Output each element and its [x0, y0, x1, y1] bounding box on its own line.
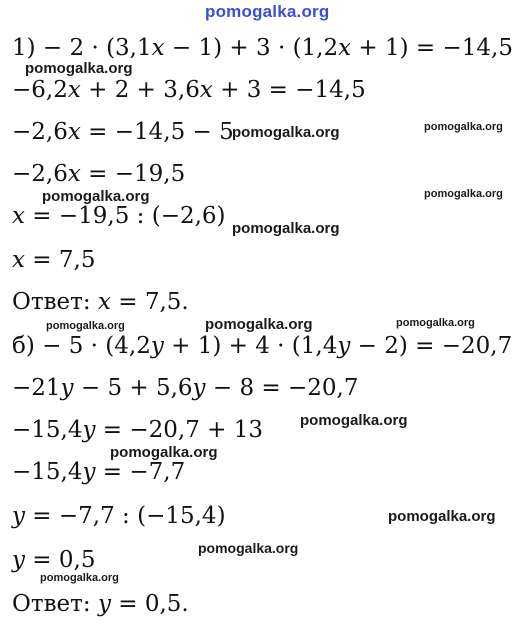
math-text: = −7,7 : (−15,4): [25, 503, 226, 529]
equation-1-line-5: [12, 202, 226, 230]
variable: x: [67, 77, 81, 103]
math-text: б) − 5 · (4,2: [12, 333, 151, 359]
variable: y: [337, 333, 351, 359]
watermark: pomogalka.org: [232, 124, 340, 141]
variable: y: [82, 417, 96, 443]
watermark: pomogalka.org: [46, 320, 125, 332]
variable: y: [82, 459, 96, 485]
variable: y: [192, 375, 206, 401]
math-text: + 3 = −14,5: [212, 77, 366, 103]
watermark: pomogalka.org: [40, 572, 119, 584]
variable: x: [67, 119, 81, 145]
math-text: −2,6: [12, 161, 68, 187]
math-text: = −7,7: [95, 459, 186, 485]
math-text: −2,6: [12, 119, 68, 145]
watermark: pomogalka.org: [396, 317, 475, 329]
math-text: = 0,5: [25, 547, 96, 573]
math-text: = −20,7 + 13: [95, 417, 264, 443]
equation-1-line-1: [12, 34, 513, 62]
equation-2-line-4: [12, 458, 185, 486]
watermark: pomogalka.org: [300, 412, 408, 429]
math-text: − 1) + 3 · (1,2: [164, 35, 339, 61]
answer-label: Ответ:: [12, 591, 98, 617]
watermark: pomogalka.org: [198, 540, 299, 556]
watermark: pomogalka.org: [25, 60, 133, 77]
equation-2-line-6: [12, 546, 95, 574]
answer-label: Ответ:: [12, 289, 98, 315]
equation-1-line-3: [12, 118, 234, 146]
equation-2-line-3: [12, 416, 263, 444]
math-text: −15,4: [12, 459, 83, 485]
equation-1-line-6: [12, 246, 95, 274]
variable: y: [97, 591, 111, 617]
math-text: −21: [12, 375, 61, 401]
watermark: pomogalka.org: [42, 188, 150, 205]
watermark: pomogalka.org: [205, 316, 313, 333]
equation-1-line-2: [12, 76, 366, 104]
math-text: = −19,5: [80, 161, 186, 187]
watermark: pomogalka.org: [110, 444, 218, 461]
answer-2: [12, 590, 189, 618]
math-text: + 2 + 3,6: [80, 77, 200, 103]
math-text: = 7,5.: [110, 289, 189, 315]
variable: x: [67, 161, 81, 187]
math-text: − 8 = −20,7: [205, 375, 359, 401]
variable: x: [151, 35, 165, 61]
math-text: + 1) + 4 · (1,4: [163, 333, 338, 359]
math-text: − 5 + 5,6: [73, 375, 193, 401]
math-text: −6,2: [12, 77, 68, 103]
variable: y: [150, 333, 164, 359]
watermark: pomogalka.org: [424, 121, 503, 133]
variable: y: [60, 375, 74, 401]
variable: x: [338, 35, 352, 61]
answer-1: [12, 288, 189, 316]
math-text: −15,4: [12, 417, 83, 443]
header-watermark: pomogalka.org: [205, 2, 330, 21]
math-text: = −14,5 − 5: [80, 119, 234, 145]
equation-2-line-2: [12, 374, 358, 402]
watermark: pomogalka.org: [232, 220, 340, 237]
math-text: = −19,5 : (−2,6): [24, 203, 226, 229]
variable: x: [12, 247, 25, 273]
variable: y: [12, 503, 25, 529]
equation-1-line-4: [12, 160, 185, 188]
variable: y: [12, 547, 25, 573]
equation-2-line-5: [12, 502, 226, 530]
variable: x: [97, 289, 111, 315]
variable: x: [199, 77, 213, 103]
math-text: + 1) = −14,5: [351, 35, 513, 61]
math-text: = 7,5: [24, 247, 96, 273]
math-text: − 2) = −20,7: [350, 333, 513, 359]
equation-2-line-1: [12, 332, 512, 360]
watermark: pomogalka.org: [388, 508, 496, 525]
variable: x: [12, 203, 25, 229]
math-text: 1) − 2 · (3,1: [12, 35, 152, 61]
watermark: pomogalka.org: [424, 188, 503, 200]
math-text: = 0,5.: [110, 591, 189, 617]
